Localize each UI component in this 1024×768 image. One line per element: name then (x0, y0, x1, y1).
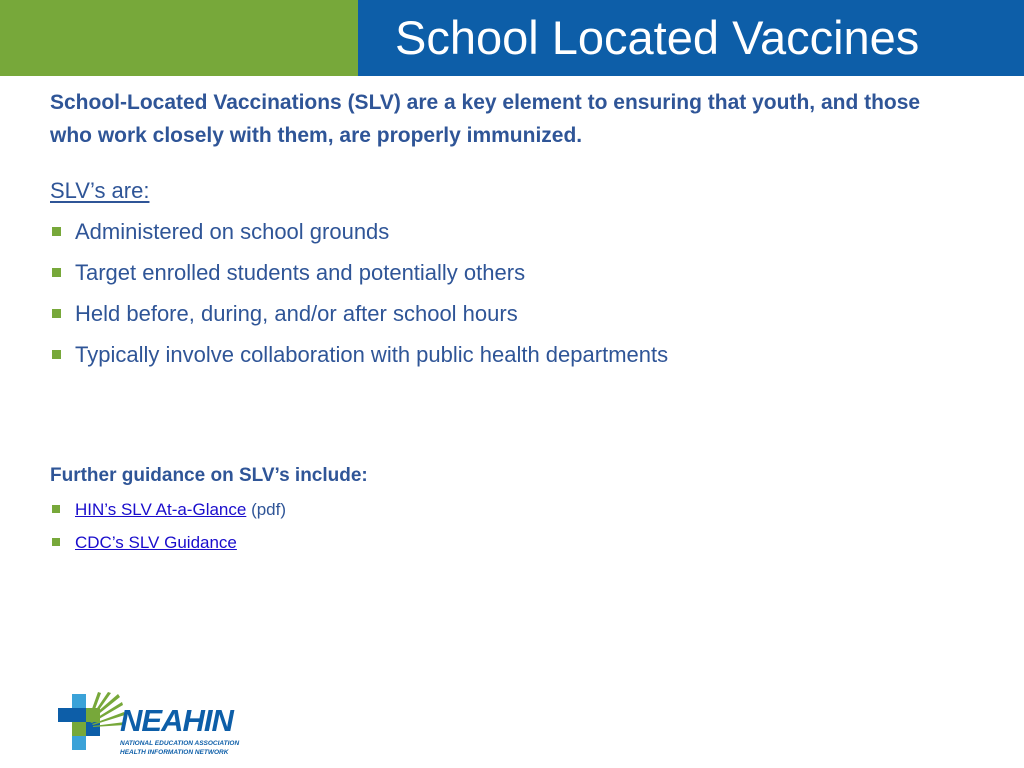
hin-slv-at-a-glance-link[interactable]: HIN’s SLV At-a-Glance (75, 500, 247, 519)
list-item-text: Held before, during, and/or after school hours (75, 301, 518, 326)
square-bullet-icon (52, 309, 61, 318)
list-item (50, 339, 668, 380)
logo-wordmark: NEAHIN (120, 703, 233, 738)
intro-paragraph: School-Located Vaccinations (SLV) are a key element to ensuring that youth, and those who work closely with them, are properly immunized. (50, 91, 921, 147)
square-bullet-icon (52, 268, 61, 277)
guidance-heading: Further guidance on SLV’s include: (50, 465, 368, 486)
pdf-label: (pdf) (251, 500, 287, 519)
slide-title: School Located Vaccines (395, 11, 920, 64)
list-item (50, 529, 286, 562)
list-item-text: Typically involve collaboration with public health departments (75, 342, 669, 367)
guidance-link-list (50, 496, 286, 562)
square-bullet-icon (52, 227, 61, 236)
slv-list-heading: SLV’s are: (50, 178, 150, 203)
square-bullet-icon (52, 350, 61, 359)
slv-bullet-list (50, 216, 668, 380)
list-item-text: Target enrolled students and potentially others (75, 260, 526, 285)
header-green-band (0, 0, 358, 76)
logo-subtitle-line-1: NATIONAL EDUCATION ASSOCIATION (120, 740, 240, 747)
list-item (50, 496, 286, 529)
list-item-text: Administered on school grounds (75, 219, 390, 244)
list-item (50, 257, 668, 298)
cdc-slv-guidance-link[interactable]: CDC’s SLV Guidance (75, 533, 237, 552)
square-bullet-icon (52, 505, 60, 513)
list-item (50, 216, 668, 257)
logo-subtitle-line-2: HEALTH INFORMATION NETWORK (120, 749, 229, 756)
list-item (50, 298, 668, 339)
square-bullet-icon (52, 538, 60, 546)
